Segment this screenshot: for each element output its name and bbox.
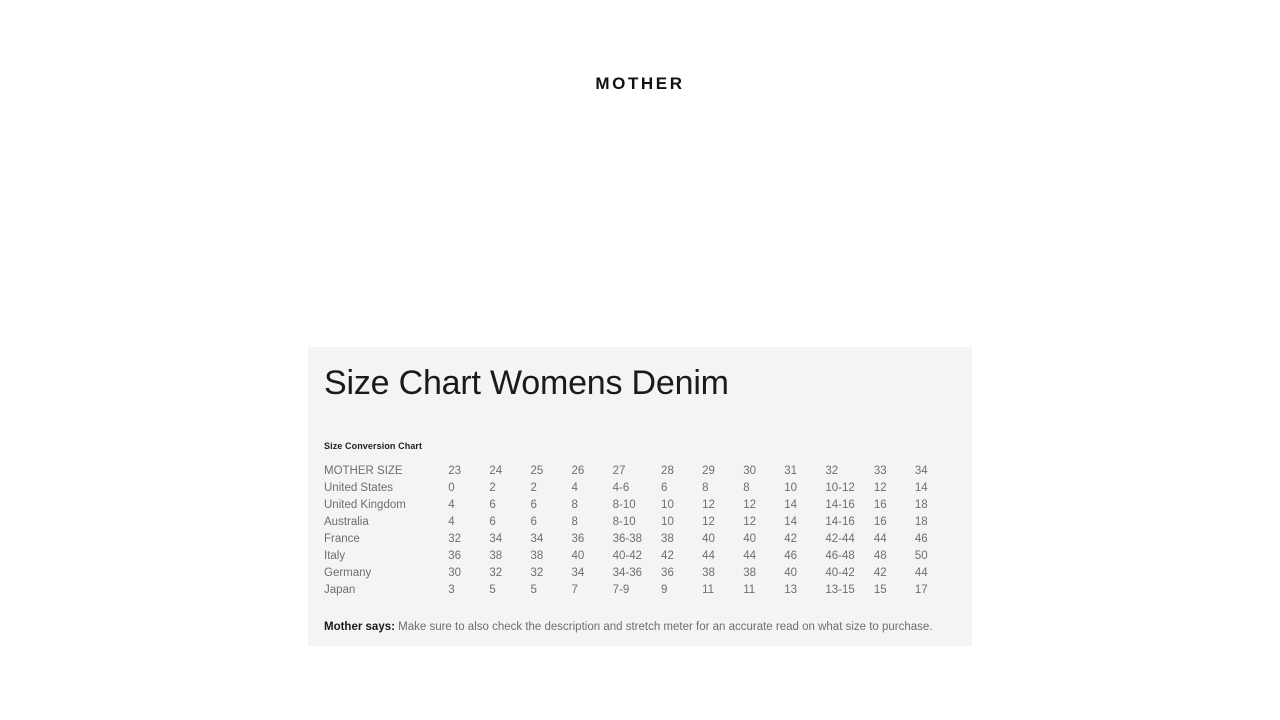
cell: 7 [571,583,578,596]
row-label: MOTHER SIZE [324,464,403,477]
cell: 18 [914,498,928,511]
cell: 40-42 [612,549,643,562]
cell: 31 [784,464,798,477]
cell: 8 [571,515,578,528]
cell: 0 [448,481,455,494]
cell: 14 [784,515,798,528]
cell: 14-16 [825,498,855,511]
cell: 38 [661,532,674,545]
cell: 17 [914,583,928,596]
cell: 8-10 [612,498,636,511]
cell: 29 [702,464,715,477]
table-row [324,479,956,496]
cell: 46 [784,549,798,562]
cell: 32 [825,464,839,477]
cell: 7-9 [612,583,630,596]
cell: 12 [873,481,887,494]
cell: 44 [743,549,756,562]
cell: 13-15 [825,583,855,596]
cell: 46 [914,532,928,545]
cell: 40 [571,549,585,562]
table-row [324,462,956,479]
table-row [324,530,956,547]
size-conversion-table [324,462,956,598]
size-table-caption: Size Conversion Chart [324,441,423,451]
cell: 5 [489,583,496,596]
cell: 32 [530,566,544,579]
table-row [324,513,956,530]
cell: 6 [489,515,496,528]
row-label: United States [324,481,394,494]
cell: 4 [448,515,455,528]
cell: 42-44 [825,532,855,545]
cell: 40-42 [825,566,855,579]
cell: 8 [702,481,709,494]
cell: 34 [914,464,928,477]
cell: 40 [743,532,756,545]
row-label: Japan [324,583,356,596]
row-label: Italy [324,549,346,562]
cell: 11 [743,583,756,596]
cell: 38 [489,549,503,562]
row-label: United Kingdom [324,498,406,511]
cell: 16 [873,515,887,528]
cell: 40 [702,532,715,545]
cell: 18 [914,515,928,528]
cell: 26 [571,464,585,477]
cell: 6 [530,515,537,528]
cell: 33 [873,464,887,477]
cell: 38 [530,549,544,562]
footnote-label: Mother says: [324,621,395,633]
cell: 30 [448,566,462,579]
cell: 25 [530,464,544,477]
cell: 36 [571,532,585,545]
cell: 14-16 [825,515,855,528]
cell: 46-48 [825,549,855,562]
cell: 6 [489,498,496,511]
cell: 40 [784,566,798,579]
cell: 28 [661,464,674,477]
cell: 3 [448,583,455,596]
cell: 23 [448,464,462,477]
table-row [324,564,956,581]
cell: 30 [743,464,756,477]
cell: 5 [530,583,537,596]
cell: 34 [530,532,544,545]
cell: 42 [873,566,887,579]
cell: 16 [873,498,887,511]
cell: 15 [873,583,887,596]
cell: 34 [571,566,585,579]
cell: 34-36 [612,566,643,579]
cell: 4-6 [612,481,630,494]
row-label: Australia [324,515,369,528]
table-row [324,547,956,564]
cell: 42 [661,549,674,562]
cell: 12 [743,498,756,511]
cell: 12 [702,515,715,528]
cell: 12 [743,515,756,528]
cell: 11 [702,583,715,596]
cell: 27 [612,464,626,477]
size-chart-panel [308,347,972,646]
size-table-container [308,405,972,598]
cell: 8 [743,481,750,494]
cell: 36 [448,549,462,562]
table-row [324,496,956,513]
brand-logo[interactable]: MOTHER [595,74,685,93]
cell: 10 [784,481,798,494]
cell: 4 [448,498,455,511]
footnote-text: Make sure to also check the description and stretch meter for an accurate read on what size to purchase. [394,621,933,633]
cell: 14 [784,498,798,511]
cell: 38 [743,566,756,579]
cell: 32 [489,566,503,579]
cell: 12 [702,498,715,511]
cell: 6 [661,481,668,494]
footnote [308,598,972,635]
cell: 4 [571,481,578,494]
cell: 10 [661,498,674,511]
cell: 44 [914,566,928,579]
row-label: France [324,532,360,545]
cell: 13 [784,583,798,596]
cell: 44 [873,532,887,545]
cell: 2 [489,481,496,494]
cell: 42 [784,532,798,545]
cell: 36 [661,566,674,579]
cell: 44 [702,549,715,562]
cell: 48 [873,549,887,562]
row-label: Germany [324,566,372,579]
cell: 10 [661,515,674,528]
cell: 32 [448,532,462,545]
cell: 14 [914,481,928,494]
cell: 50 [914,549,928,562]
cell: 9 [661,583,668,596]
cell: 8-10 [612,515,636,528]
table-row [324,581,956,598]
page-title: Size Chart Womens Denim [324,364,729,402]
cell: 38 [702,566,715,579]
cell: 34 [489,532,503,545]
size-table-body [324,462,956,598]
cell: 24 [489,464,503,477]
cell: 2 [530,481,537,494]
cell: 10-12 [825,481,855,494]
cell: 36-38 [612,532,643,545]
cell: 6 [530,498,537,511]
cell: 8 [571,498,578,511]
